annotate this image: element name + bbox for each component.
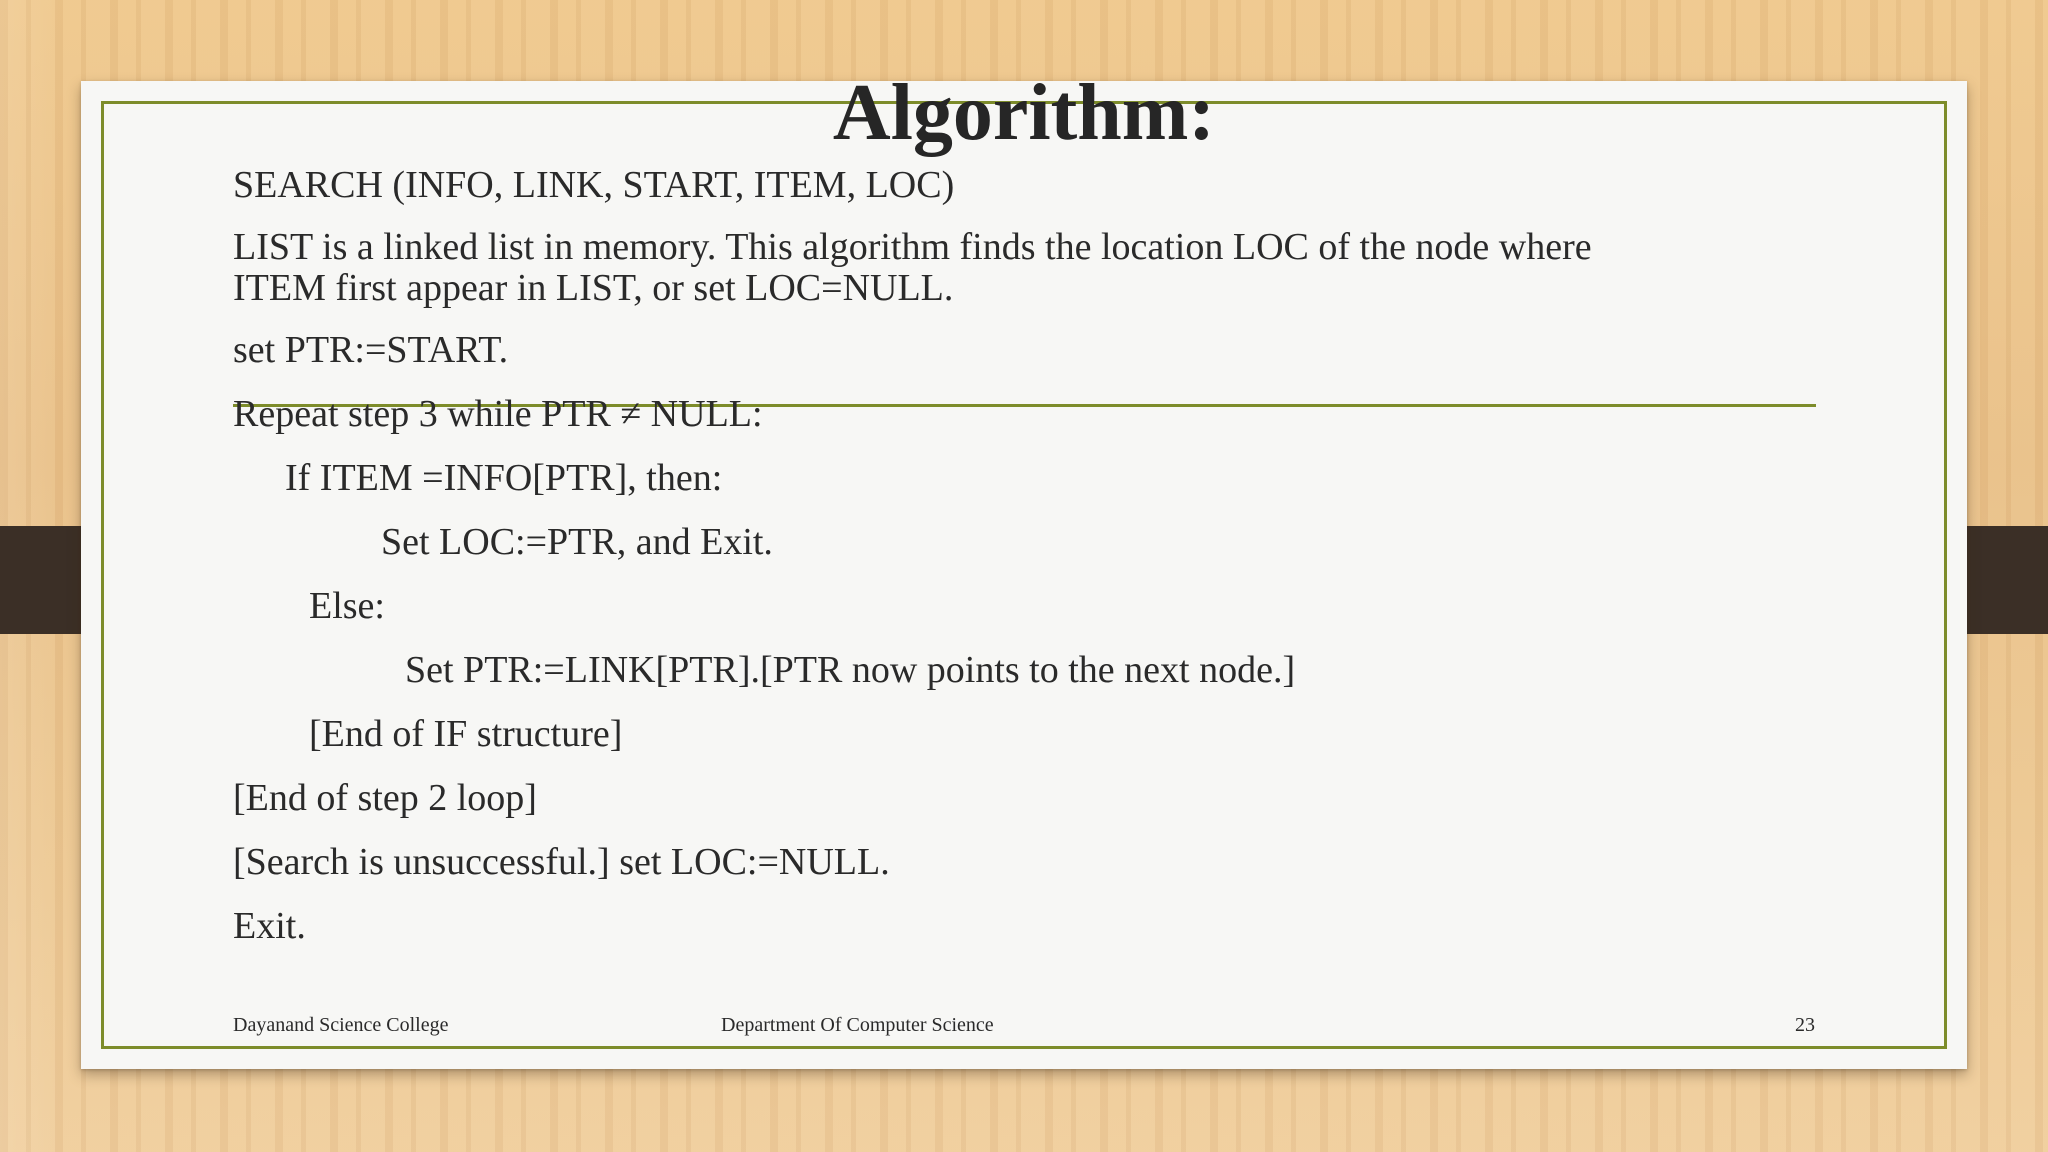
footer-college: Dayanand Science College bbox=[233, 1014, 449, 1036]
description-line-1: LIST is a linked list in memory. This algorithm finds the location LOC of the node where bbox=[233, 226, 1592, 268]
slide-number: 23 bbox=[1795, 1014, 1815, 1036]
end-loop-line: [End of step 2 loop] bbox=[233, 777, 537, 819]
algorithm-signature: SEARCH (INFO, LINK, START, ITEM, LOC) bbox=[233, 164, 955, 206]
slide-title: Algorithm: bbox=[832, 69, 1216, 157]
description-line-2: ITEM first appear in LIST, or set LOC=NULL. bbox=[233, 267, 954, 309]
step-1-line: set PTR:=START. bbox=[233, 329, 509, 371]
step-3-then-line: Set LOC:=PTR, and Exit. bbox=[381, 521, 773, 563]
step-3-else-action-line: Set PTR:=LINK[PTR].[PTR now points to the next node.] bbox=[405, 649, 1296, 691]
footer-department: Department Of Computer Science bbox=[721, 1014, 994, 1036]
step-2-line: Repeat step 3 while PTR ≠ NULL: bbox=[233, 393, 763, 435]
end-if-line: [End of IF structure] bbox=[309, 713, 623, 755]
step-3-if-line: If ITEM =INFO[PTR], then: bbox=[285, 457, 723, 499]
step-5-line: Exit. bbox=[233, 905, 306, 947]
step-3-else-line: Else: bbox=[309, 585, 385, 627]
slide-paper bbox=[81, 69, 1967, 1069]
step-4-line: [Search is unsuccessful.] set LOC:=NULL. bbox=[233, 841, 890, 883]
